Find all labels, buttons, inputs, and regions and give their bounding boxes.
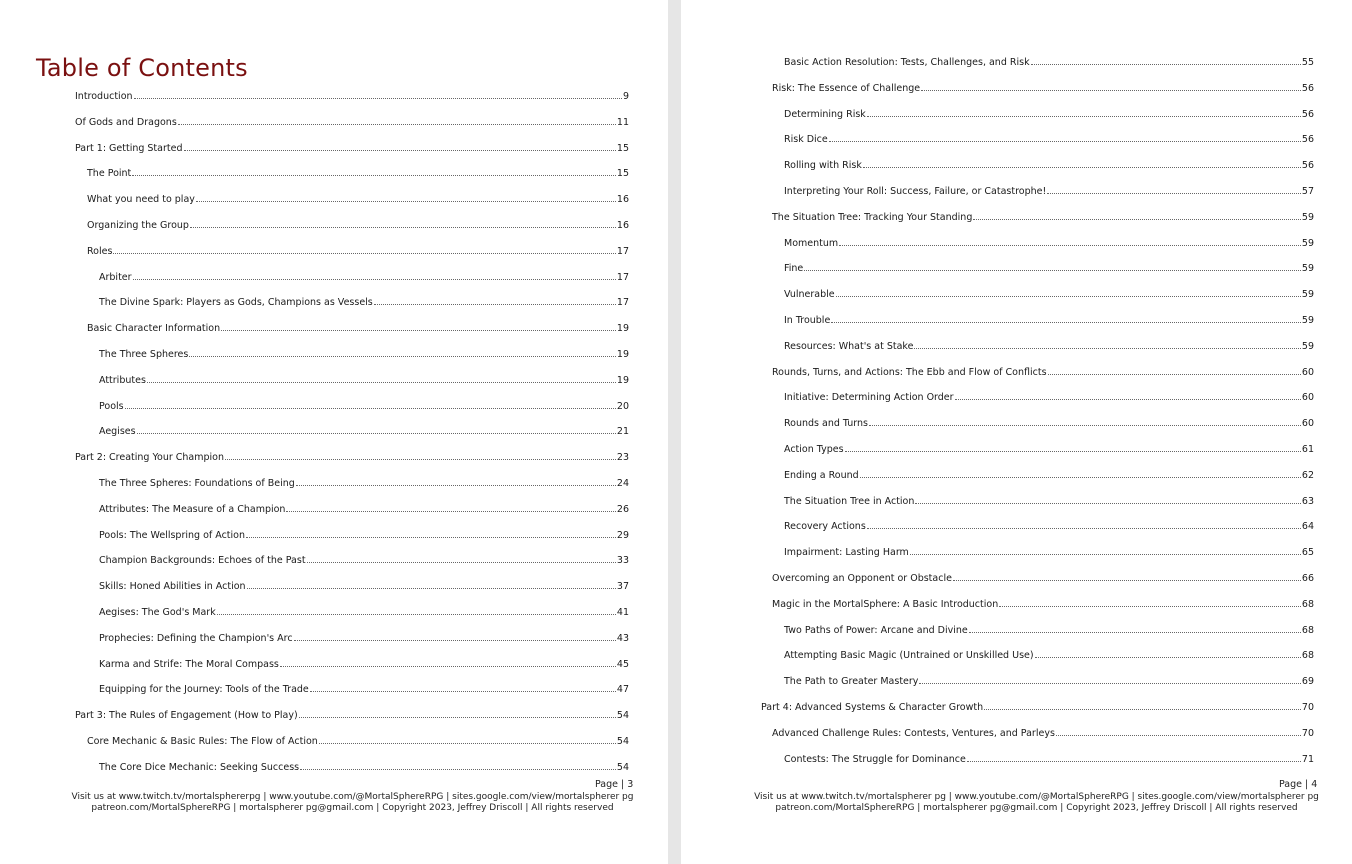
toc-leader-dots: [300, 759, 616, 770]
toc-entry-label: Equipping for the Journey: Tools of the Trade: [99, 684, 309, 696]
toc-entry[interactable]: [784, 312, 1314, 326]
toc-entry[interactable]: [99, 501, 629, 515]
toc-entry-page: 56: [1301, 134, 1314, 146]
toc-leader-dots: [294, 630, 616, 641]
toc-entry[interactable]: [772, 80, 1314, 94]
toc-entry-label: The Situation Tree: Tracking Your Standing: [772, 211, 973, 223]
toc-entry[interactable]: [784, 54, 1314, 68]
toc-entry-page: 59: [1301, 263, 1314, 275]
toc-heading: Table of Contents: [36, 54, 248, 82]
toc-entry-label: The Situation Tree in Action: [784, 495, 915, 507]
toc-entry-label: The Three Spheres: [99, 349, 189, 360]
toc-entry[interactable]: [87, 217, 629, 231]
toc-entry[interactable]: [99, 578, 629, 592]
toc-leader-dots: [221, 320, 616, 331]
toc-entry-page: 15: [616, 168, 629, 180]
toc-entry-page: 37: [616, 581, 629, 593]
toc-entry-page: 70: [1301, 727, 1314, 739]
toc-entry[interactable]: [784, 183, 1314, 197]
toc-entry[interactable]: [99, 475, 629, 489]
toc-entry-label: Rounds, Turns, and Actions: The Ebb and Flow of Conflicts: [772, 366, 1047, 378]
toc-entry-label: Contests: The Struggle for Dominance: [784, 753, 966, 765]
toc-entry-page: 54: [616, 761, 629, 773]
footer-links-line: Visit us at www.twitch.tv/mortalspherer pg | www.youtube.com/@MortalSphereRPG | sites.google.com/view/mortalspherer pg: [754, 792, 1319, 802]
document-page-left: [0, 0, 668, 864]
toc-entry-page: 16: [616, 194, 629, 206]
toc-leader-dots: [804, 260, 1301, 271]
toc-entry[interactable]: [99, 552, 629, 566]
toc-leader-dots: [113, 243, 615, 254]
toc-entry-label: Part 2: Creating Your Champion: [75, 452, 225, 464]
toc-leader-dots: [831, 312, 1301, 323]
toc-entry-page: 54: [616, 736, 629, 747]
toc-leader-dots: [867, 106, 1301, 117]
toc-leader-dots: [246, 527, 616, 538]
toc-entry[interactable]: [784, 338, 1314, 352]
toc-leader-dots: [280, 656, 616, 667]
toc-entry-label: Vulnerable: [784, 289, 835, 301]
toc-entry-page: 33: [616, 555, 629, 567]
toc-entry-label: Basic Character Information: [87, 323, 221, 335]
toc-entry-page: 15: [616, 142, 629, 154]
toc-entry-label: Part 3: The Rules of Engagement (How to Play): [75, 710, 298, 722]
toc-entry-page: 23: [616, 452, 629, 464]
toc-entry[interactable]: [784, 415, 1314, 429]
toc-entry-label: Rolling with Risk: [784, 160, 862, 172]
toc-leader-dots: [863, 157, 1301, 168]
toc-entry-label: Recovery Actions: [784, 521, 866, 533]
toc-entry-page: 62: [1301, 469, 1314, 481]
toc-leader-dots: [1035, 647, 1301, 658]
toc-entry[interactable]: [99, 527, 629, 541]
toc-entry[interactable]: [99, 423, 629, 437]
toc-leader-dots: [845, 441, 1301, 452]
toc-entry-label: Overcoming an Opponent or Obstacle: [772, 573, 952, 584]
toc-entry[interactable]: [75, 449, 629, 463]
toc-entry-label: The Three Spheres: Foundations of Being: [99, 478, 295, 489]
toc-leader-dots: [860, 467, 1301, 478]
toc-entry[interactable]: [99, 346, 629, 360]
toc-entry[interactable]: [87, 733, 629, 747]
toc-leader-dots: [869, 415, 1301, 426]
toc-leader-dots: [196, 191, 616, 202]
toc-entry-label: Risk Dice: [784, 134, 828, 146]
toc-entry-label: Part 4: Advanced Systems & Character Growth: [761, 702, 984, 713]
toc-entry-page: 21: [616, 426, 629, 438]
toc-entry-label: Action Types: [784, 444, 844, 455]
toc-entry-page: 19: [616, 349, 629, 360]
toc-entry[interactable]: [75, 140, 629, 154]
toc-entry[interactable]: [784, 518, 1314, 532]
toc-entry-page: 16: [616, 220, 629, 231]
toc-leader-dots: [910, 544, 1301, 555]
toc-entry-label: Rounds and Turns: [784, 418, 869, 430]
toc-entry-label: Aegises: The God's Mark: [99, 607, 216, 618]
toc-leader-dots: [955, 389, 1301, 400]
footer-copyright-line: patreon.com/MortalSphereRPG | mortalspherer pg@gmail.com | Copyright 2023, Jeffrey Driscoll | All rights reserved: [775, 803, 1298, 813]
toc-entry[interactable]: [75, 88, 629, 102]
toc-leader-dots: [225, 449, 616, 460]
toc-list: [681, 0, 1352, 864]
toc-entry-page: 64: [1301, 521, 1314, 533]
toc-entry-label: Arbiter: [99, 271, 132, 283]
toc-entry-label: Organizing the Group: [87, 220, 189, 231]
toc-entry-page: 9: [622, 91, 629, 102]
toc-leader-dots: [999, 596, 1301, 607]
toc-entry-page: 57: [1301, 186, 1314, 197]
toc-entry-label: Advanced Challenge Rules: Contests, Ventures, and Parleys: [772, 727, 1055, 739]
footer-links-line: Visit us at www.twitch.tv/mortalsphererpg | www.youtube.com/@MortalSphereRPG | sites.google.com/view/mortalspherer pg: [71, 792, 634, 802]
toc-leader-dots: [184, 140, 616, 151]
toc-entry[interactable]: [784, 235, 1314, 249]
toc-entry[interactable]: [784, 673, 1314, 687]
toc-entry-label: Magic in the MortalSphere: A Basic Introduction: [772, 598, 999, 610]
toc-entry-page: 17: [616, 297, 629, 309]
toc-entry-label: Introduction: [75, 91, 133, 102]
toc-entry-label: Determining Risk: [784, 108, 866, 120]
toc-leader-dots: [1056, 725, 1301, 736]
toc-entry-page: 17: [616, 245, 629, 257]
toc-entry-label: Two Paths of Power: Arcane and Divine: [784, 624, 968, 636]
toc-entry-label: Core Mechanic & Basic Rules: The Flow of Action: [87, 736, 318, 747]
toc-entry-page: 63: [1301, 495, 1314, 507]
toc-entry[interactable]: [784, 622, 1314, 636]
toc-entry-page: 26: [616, 503, 629, 515]
toc-entry[interactable]: [784, 647, 1314, 661]
toc-entry[interactable]: [784, 260, 1314, 274]
toc-entry[interactable]: [99, 656, 629, 670]
toc-entry-page: 24: [616, 478, 629, 489]
toc-entry[interactable]: [784, 106, 1314, 120]
toc-leader-dots: [915, 493, 1301, 504]
toc-entry[interactable]: [784, 389, 1314, 403]
toc-entry-page: 68: [1301, 598, 1314, 610]
toc-entry-label: Initiative: Determining Action Order: [784, 392, 954, 404]
toc-entry-label: Roles: [87, 245, 113, 257]
toc-leader-dots: [296, 475, 616, 486]
toc-entry-label: Part 1: Getting Started: [75, 142, 183, 154]
toc-leader-dots: [867, 518, 1301, 529]
toc-entry-label: Pools: The Wellspring of Action: [99, 529, 245, 541]
toc-entry-label: Pools: [99, 400, 124, 412]
toc-entry-label: Of Gods and Dragons: [75, 116, 177, 128]
toc-entry[interactable]: [87, 191, 629, 205]
toc-entry-label: Skills: Honed Abilities in Action: [99, 581, 246, 593]
toc-entry[interactable]: [784, 751, 1314, 765]
toc-entry[interactable]: [99, 681, 629, 695]
toc-entry-label: Impairment: Lasting Harm: [784, 547, 909, 559]
toc-entry[interactable]: [99, 398, 629, 412]
toc-leader-dots: [836, 286, 1301, 297]
toc-entry-label: The Point: [87, 168, 132, 180]
toc-leader-dots: [953, 570, 1301, 581]
toc-leader-dots: [178, 114, 616, 125]
toc-leader-dots: [286, 501, 615, 512]
toc-leader-dots: [147, 372, 616, 383]
toc-leader-dots: [132, 165, 616, 176]
toc-entry[interactable]: [99, 759, 629, 773]
toc-entry[interactable]: [99, 604, 629, 618]
toc-entry[interactable]: [75, 707, 629, 721]
toc-leader-dots: [919, 673, 1300, 684]
toc-list: [0, 0, 668, 864]
toc-entry[interactable]: [87, 243, 629, 257]
toc-entry[interactable]: [784, 467, 1314, 481]
toc-entry-label: Fine: [784, 263, 804, 275]
toc-entry-page: 69: [1301, 676, 1314, 688]
toc-entry[interactable]: [784, 286, 1314, 300]
toc-leader-dots: [839, 235, 1301, 246]
toc-entry-page: 19: [616, 323, 629, 335]
toc-leader-dots: [190, 217, 616, 228]
page-number: Page | 4: [1279, 779, 1318, 790]
toc-leader-dots: [829, 131, 1301, 142]
toc-entry-page: 70: [1301, 702, 1314, 713]
toc-leader-dots: [133, 269, 616, 280]
toc-entry-page: 56: [1301, 82, 1314, 94]
toc-entry-label: Attributes: [99, 374, 146, 386]
toc-entry[interactable]: [784, 157, 1314, 171]
toc-entry-label: The Core Dice Mechanic: Seeking Success: [99, 761, 300, 773]
toc-entry-label: Prophecies: Defining the Champion's Arc: [99, 632, 293, 644]
toc-entry-label: In Trouble: [784, 315, 831, 326]
toc-entry-page: 56: [1301, 108, 1314, 120]
toc-entry[interactable]: [75, 114, 629, 128]
toc-leader-dots: [307, 552, 616, 563]
document-page-right: [681, 0, 1352, 864]
toc-leader-dots: [1048, 364, 1301, 375]
page-number: Page | 3: [595, 779, 634, 790]
toc-entry[interactable]: [99, 630, 629, 644]
toc-leader-dots: [921, 80, 1301, 91]
toc-entry-label: Ending a Round: [784, 469, 859, 481]
toc-entry-label: What you need to play: [87, 194, 195, 206]
toc-entry-page: 45: [616, 658, 629, 670]
toc-entry-label: Basic Action Resolution: Tests, Challenges, and Risk: [784, 57, 1030, 68]
toc-leader-dots: [319, 733, 616, 744]
toc-entry-page: 29: [616, 529, 629, 541]
toc-leader-dots: [984, 699, 1301, 710]
toc-leader-dots: [310, 681, 616, 692]
toc-entry-label: Aegises: [99, 426, 136, 438]
toc-entry[interactable]: [99, 294, 629, 308]
toc-entry-page: 68: [1301, 624, 1314, 636]
toc-leader-dots: [247, 578, 616, 589]
toc-leader-dots: [137, 423, 616, 434]
toc-entry-page: 59: [1301, 289, 1314, 301]
toc-entry-label: Momentum: [784, 237, 839, 249]
toc-entry-page: 17: [616, 271, 629, 283]
toc-entry[interactable]: [784, 441, 1314, 455]
toc-leader-dots: [217, 604, 616, 615]
toc-entry-label: Risk: The Essence of Challenge: [772, 82, 921, 94]
toc-leader-dots: [374, 294, 616, 305]
toc-entry-page: 65: [1301, 547, 1314, 559]
toc-entry-page: 47: [616, 684, 629, 696]
toc-entry-label: Interpreting Your Roll: Success, Failure, or Catastrophe!: [784, 186, 1047, 197]
toc-entry-page: 55: [1301, 57, 1314, 68]
toc-leader-dots: [914, 338, 1300, 349]
toc-entry-label: Attempting Basic Magic (Untrained or Unskilled Use): [784, 650, 1034, 662]
toc-entry[interactable]: [772, 209, 1314, 223]
toc-entry-page: 60: [1301, 418, 1314, 430]
toc-entry-page: 41: [616, 607, 629, 618]
toc-entry-page: 68: [1301, 650, 1314, 662]
toc-leader-dots: [134, 88, 622, 99]
toc-leader-dots: [969, 622, 1301, 633]
toc-leader-dots: [1031, 54, 1301, 65]
toc-leader-dots: [125, 398, 616, 409]
toc-leader-dots: [299, 707, 616, 718]
toc-leader-dots: [1047, 183, 1301, 194]
toc-entry-page: 66: [1301, 573, 1314, 584]
toc-entry[interactable]: [784, 493, 1314, 507]
toc-entry-page: 59: [1301, 237, 1314, 249]
toc-entry-page: 60: [1301, 366, 1314, 378]
toc-entry[interactable]: [772, 364, 1314, 378]
toc-leader-dots: [189, 346, 616, 357]
toc-entry[interactable]: [784, 544, 1314, 558]
toc-entry[interactable]: [99, 269, 629, 283]
toc-entry[interactable]: [772, 596, 1314, 610]
toc-entry-page: 71: [1301, 753, 1314, 765]
toc-entry-label: Champion Backgrounds: Echoes of the Past: [99, 555, 306, 567]
toc-entry-page: 20: [616, 400, 629, 412]
footer-copyright-line: patreon.com/MortalSphereRPG | mortalspherer pg@gmail.com | Copyright 2023, Jeffrey Driscoll | All rights reserved: [91, 803, 614, 813]
toc-entry-page: 59: [1301, 315, 1314, 326]
toc-entry-page: 19: [616, 374, 629, 386]
toc-entry[interactable]: [87, 320, 629, 334]
toc-leader-dots: [967, 751, 1301, 762]
toc-leader-dots: [973, 209, 1301, 220]
toc-entry-label: Karma and Strife: The Moral Compass: [99, 658, 279, 670]
toc-entry[interactable]: [784, 131, 1314, 145]
toc-entry-page: 61: [1301, 444, 1314, 455]
toc-entry-page: 59: [1301, 340, 1314, 352]
toc-entry-label: The Divine Spark: Players as Gods, Champions as Vessels: [99, 297, 373, 309]
toc-entry[interactable]: [772, 725, 1314, 739]
toc-entry-page: 59: [1301, 211, 1314, 223]
toc-entry-page: 11: [616, 116, 629, 128]
toc-entry[interactable]: [87, 165, 629, 179]
toc-entry-page: 60: [1301, 392, 1314, 404]
toc-entry[interactable]: [99, 372, 629, 386]
toc-entry-label: Attributes: The Measure of a Champion: [99, 503, 286, 515]
toc-entry-label: The Path to Greater Mastery: [784, 676, 919, 688]
toc-entry[interactable]: [761, 699, 1314, 713]
toc-entry-page: 56: [1301, 160, 1314, 172]
toc-entry-page: 43: [616, 632, 629, 644]
toc-entry[interactable]: [772, 570, 1314, 584]
toc-entry-page: 54: [616, 710, 629, 722]
toc-entry-label: Resources: What's at Stake: [784, 340, 914, 352]
